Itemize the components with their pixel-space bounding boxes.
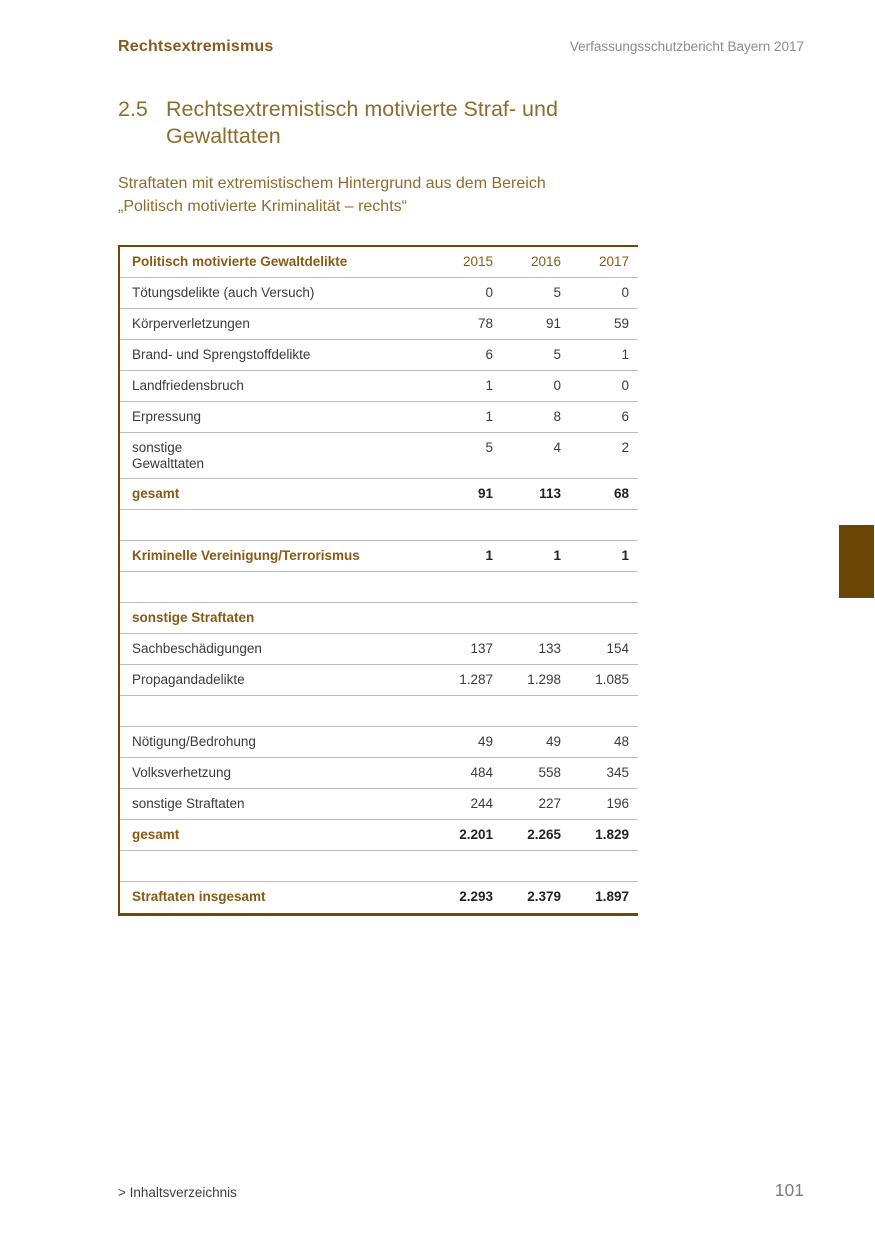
row-value: 1.287 — [459, 672, 493, 687]
row-value: 5 — [485, 440, 493, 455]
row-value: 1 — [621, 548, 629, 563]
row-value: 1 — [553, 548, 561, 563]
table-spacer-row — [120, 510, 638, 541]
row-label: sonstige Gewalttaten — [132, 440, 205, 471]
row-value: 1.829 — [595, 827, 629, 842]
row-label: Brand- und Sprengstoffdelikte — [132, 347, 311, 362]
chapter-thumb-tab — [839, 525, 874, 598]
page-header — [118, 38, 804, 56]
row-value: 484 — [470, 765, 493, 780]
table-row — [120, 541, 638, 572]
row-label: Körperverletzungen — [132, 316, 250, 331]
row-label: Straftaten insgesamt — [132, 889, 266, 904]
row-value: 0 — [621, 285, 629, 300]
row-label: Propagandadelikte — [132, 672, 245, 687]
section-number: 2.5 — [118, 97, 148, 121]
row-value: 113 — [539, 486, 561, 501]
table-row — [120, 433, 638, 479]
table-of-contents-link[interactable]: > Inhaltsverzeichnis — [118, 1185, 237, 1200]
row-value: 2.201 — [459, 827, 493, 842]
row-value: 49 — [545, 734, 561, 749]
row-value: 6 — [621, 409, 629, 424]
row-label: Nötigung/Bedrohung — [132, 734, 256, 749]
table-spacer-row — [120, 851, 638, 882]
table-row — [120, 309, 638, 340]
row-value: 0 — [485, 285, 493, 300]
row-value: 48 — [613, 734, 629, 749]
row-value: 5 — [553, 285, 561, 300]
row-value: 8 — [553, 409, 561, 424]
table-row — [120, 758, 638, 789]
table-row — [120, 340, 638, 371]
row-value: 91 — [545, 316, 561, 331]
row-value: 345 — [606, 765, 629, 780]
row-value: 6 — [485, 347, 493, 362]
row-label: Volksverhetzung — [132, 765, 232, 780]
table-row — [120, 479, 638, 510]
row-value: 154 — [606, 641, 629, 656]
table-row — [120, 603, 638, 634]
row-value: 2.293 — [459, 889, 493, 904]
row-value: 558 — [538, 765, 561, 780]
row-value: 0 — [621, 378, 629, 393]
table-row — [120, 278, 638, 309]
row-value: 1 — [621, 347, 629, 362]
row-label: Landfriedensbruch — [132, 378, 244, 393]
row-value — [493, 603, 561, 616]
row-value: 91 — [477, 486, 493, 501]
row-label: sonstige Straftaten — [132, 610, 255, 625]
table-row — [120, 402, 638, 433]
row-value: 1 — [485, 548, 493, 563]
chapter-heading: Rechtsextremismus — [118, 38, 274, 55]
row-label: Sachbeschädigungen — [132, 641, 262, 656]
crime-table-body — [120, 247, 638, 913]
row-value: 137 — [470, 641, 493, 656]
section-subtitle: Straftaten mit extremistischem Hintergrund aus dem Bereich „Politisch motivierte Kriminalität – rechts“ — [118, 175, 546, 215]
row-label: Erpressung — [132, 409, 202, 424]
row-value: 196 — [606, 796, 629, 811]
row-value: 49 — [477, 734, 493, 749]
row-value: 1.298 — [527, 672, 561, 687]
row-value: 2015 — [462, 254, 493, 269]
section-title-text: Rechtsextremistisch motivierte Straf- und Gewalttaten — [166, 97, 558, 148]
row-value: 68 — [613, 486, 629, 501]
row-value: 0 — [553, 378, 561, 393]
table-row — [120, 665, 638, 696]
row-label: Tötungsdelikte (auch Versuch) — [132, 285, 315, 300]
table-row — [120, 727, 638, 758]
row-label: gesamt — [132, 486, 180, 501]
report-title-header: Verfassungsschutzbericht Bayern 2017 — [569, 39, 804, 54]
row-value: 244 — [470, 796, 493, 811]
table-row — [120, 882, 638, 913]
row-value: 5 — [553, 347, 561, 362]
row-value: 227 — [538, 796, 561, 811]
row-value: 2 — [621, 440, 629, 455]
row-label: gesamt — [132, 827, 180, 842]
row-value — [561, 603, 629, 616]
table-row — [120, 634, 638, 665]
row-value: 78 — [477, 316, 493, 331]
row-value — [425, 603, 493, 616]
page-number: 101 — [774, 1180, 804, 1200]
table-row — [120, 247, 638, 278]
table-spacer-row — [120, 572, 638, 603]
row-label: sonstige Straftaten — [132, 796, 245, 811]
row-value: 2.265 — [527, 827, 561, 842]
table-row — [120, 820, 638, 851]
table-row — [120, 789, 638, 820]
row-value: 1 — [485, 378, 493, 393]
crime-statistics-table — [118, 245, 638, 916]
row-label: Politisch motivierte Gewaltdelikte — [132, 254, 348, 269]
row-value: 2016 — [530, 254, 561, 269]
row-value: 133 — [538, 641, 561, 656]
row-value: 2017 — [598, 254, 629, 269]
row-value: 1.085 — [595, 672, 629, 687]
row-value: 4 — [553, 440, 561, 455]
row-value: 2.379 — [527, 889, 561, 904]
row-value: 1 — [485, 409, 493, 424]
table-spacer-row — [120, 696, 638, 727]
row-label: Kriminelle Vereinigung/Terrorismus — [132, 548, 360, 563]
row-value: 59 — [613, 316, 629, 331]
row-value: 1.897 — [595, 889, 629, 904]
section-title — [118, 96, 638, 150]
table-row — [120, 371, 638, 402]
